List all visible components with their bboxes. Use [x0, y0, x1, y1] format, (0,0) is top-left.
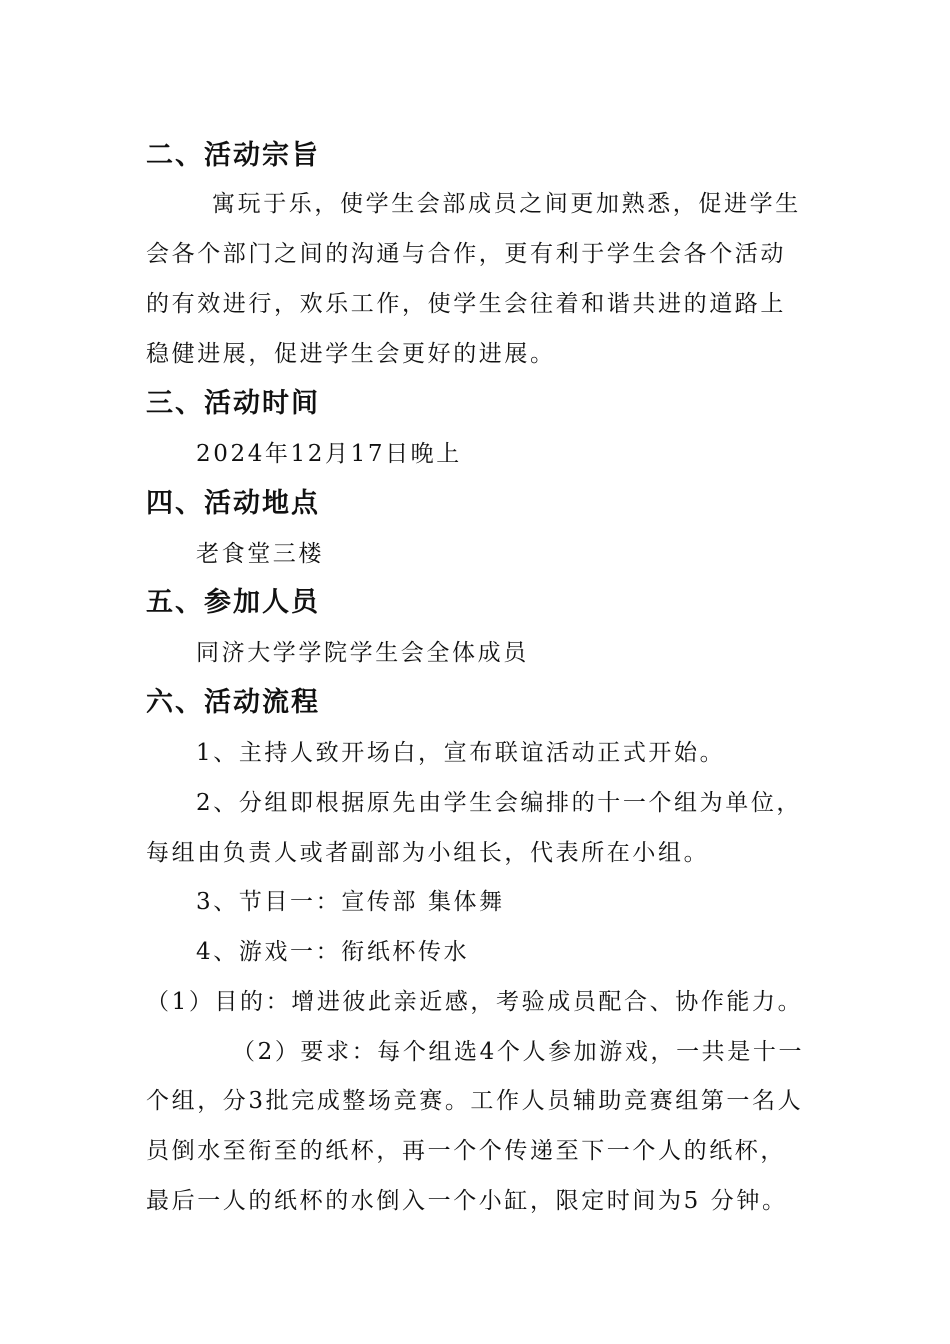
- participants-text: 同济大学学院学生会全体成员: [196, 640, 529, 666]
- process-line-6: （1）目的：增进彼此亲近感，考验成员配合、协作能力。: [146, 989, 804, 1015]
- process-line-5: 4、游戏一：衔纸杯传水: [196, 939, 470, 965]
- section-heading-time: 三、活动时间: [146, 388, 320, 419]
- process-line-10: 最后一人的纸杯的水倒入一个小缸，限定时间为5 分钟。: [146, 1188, 788, 1214]
- time-text: 2024年12月17日晚上: [196, 441, 462, 467]
- purpose-line-1: 寓玩于乐，使学生会部成员之间更加熟悉，促进学生: [212, 191, 801, 217]
- purpose-line-2: 会各个部门之间的沟通与合作，更有利于学生会各个活动: [146, 241, 786, 267]
- section-heading-purpose: 二、活动宗旨: [146, 140, 320, 171]
- process-line-9: 员倒水至衔至的纸杯，再一个个传递至下一个人的纸杯，: [146, 1138, 786, 1164]
- process-line-1: 1、主持人致开场白，宣布联谊活动正式开始。: [196, 740, 726, 766]
- section-heading-process: 六、活动流程: [146, 687, 320, 718]
- process-line-3: 每组由负责人或者副部为小组长，代表所在小组。: [146, 840, 710, 866]
- process-line-2: 2、分组即根据原先由学生会编排的十一个组为单位，: [196, 790, 803, 816]
- process-line-8: 个组，分3批完成整场竞赛。工作人员辅助竞赛组第一名人: [146, 1088, 804, 1114]
- process-line-4: 3、节目一：宣传部 集体舞: [196, 889, 505, 915]
- location-text: 老食堂三楼: [196, 541, 324, 567]
- section-heading-location: 四、活动地点: [146, 488, 320, 519]
- purpose-line-3: 的有效进行，欢乐工作，使学生会往着和谐共进的道路上: [146, 291, 786, 317]
- process-line-7: （2）要求：每个组选4个人参加游戏，一共是十一: [232, 1039, 805, 1065]
- section-heading-participants: 五、参加人员: [146, 587, 320, 618]
- purpose-line-4: 稳健进展，促进学生会更好的进展。: [146, 341, 556, 367]
